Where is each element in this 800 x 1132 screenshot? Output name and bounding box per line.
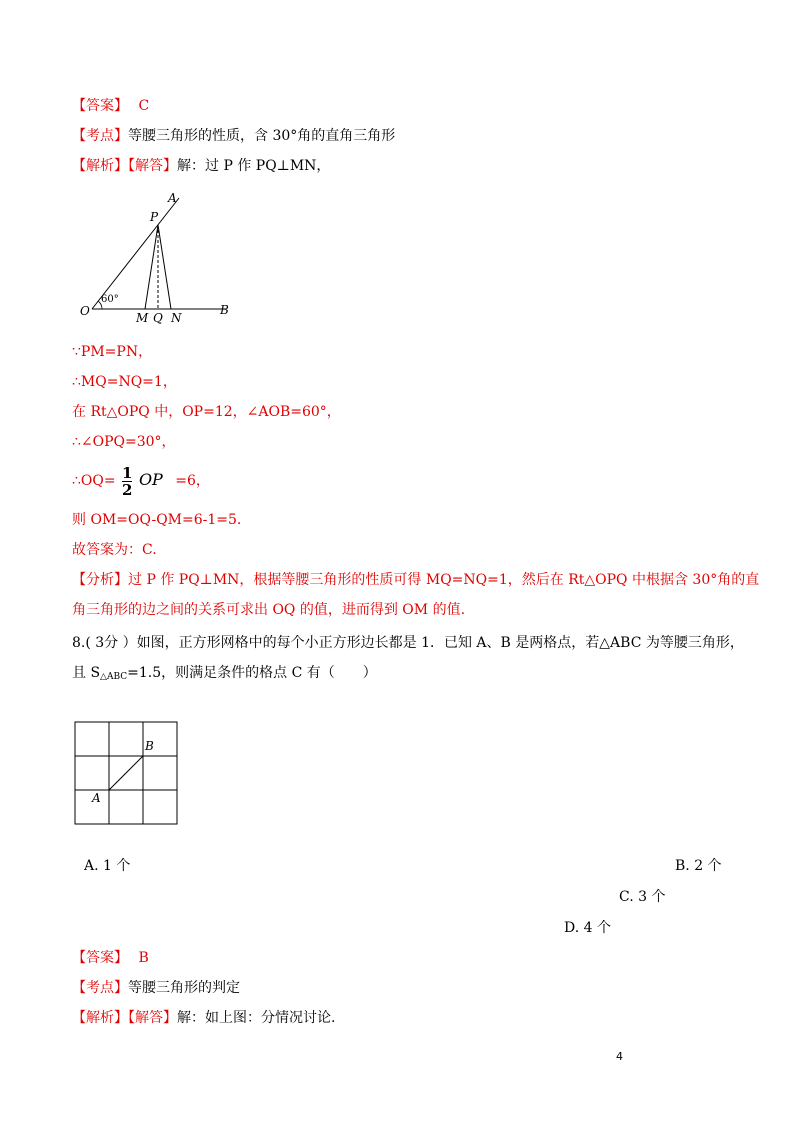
fenxi-tag: 【分析】: [72, 572, 128, 588]
option-b: B. 2 个: [675, 858, 722, 874]
answer-value: C: [138, 98, 150, 114]
jiexi-text: 解：过 P 作 PQ⊥MN，: [177, 158, 331, 174]
fraction: [122, 465, 132, 498]
answer-tag: 【答案】: [72, 950, 128, 966]
label-q: Q: [153, 311, 163, 325]
answer-value: B: [138, 950, 149, 966]
kaodian-tag: 【考点】: [72, 128, 128, 144]
label-p: P: [150, 210, 159, 224]
q7-fenxi-line2: 角三角形的边之间的关系可求出 OQ 的值，进而得到 OM 的值.: [72, 602, 466, 618]
label-a: A: [92, 791, 101, 805]
jiexi-tag: 【解析】【解答】: [72, 1010, 177, 1026]
kaodian-text: 等腰三角形的判定: [128, 980, 240, 996]
ray-oa: [92, 198, 179, 309]
segment-ab: [109, 756, 143, 790]
step-4: ∴∠OPQ=30°，: [72, 434, 176, 450]
kaodian-tag: 【考点】: [72, 980, 128, 996]
q7-kaodian-line: [72, 127, 395, 145]
label-m: M: [136, 311, 149, 325]
q8-grid-figure: [70, 718, 182, 830]
q8-question-sub: △ABC: [100, 672, 128, 682]
q8-question-post: =1.5，则满足条件的格点 C 有（ ）: [127, 665, 377, 681]
fraction-denominator: 2: [122, 480, 133, 499]
q8-question-pre: 且 S: [72, 665, 101, 681]
q7-fenxi-line1: [72, 571, 759, 589]
label-b: B: [220, 303, 229, 317]
fraction-variable: OP: [138, 470, 163, 489]
oq-prefix: ∴OQ=: [72, 473, 116, 489]
q8-question-line1: 8.( 3分 ）如图，正方形网格中的每个小正方形边长都是 1．已知 A、B 是两格点，若△ABC 为等腰三角形，: [72, 635, 744, 651]
step-final: 故答案为：C.: [72, 542, 157, 558]
q7-geometry-figure: [78, 188, 238, 328]
kaodian-text: 等腰三角形的性质，含 30°角的直角三角形: [128, 128, 396, 144]
jiexi-tag: 【解析】【解答】: [72, 158, 177, 174]
label-o: O: [80, 304, 90, 318]
segment-pm: [145, 225, 158, 309]
q7-jiexi-line: [72, 157, 330, 175]
step-1: ∵PM=PN，: [72, 344, 153, 360]
q7-answer-line: [72, 97, 149, 115]
label-angle: 60°: [101, 294, 119, 305]
q8-question-line2: [72, 664, 377, 686]
q8-jiexi-line: [72, 1009, 335, 1027]
option-a: A. 1 个: [84, 858, 131, 874]
answer-tag: 【答案】: [72, 98, 128, 114]
step-3: 在 Rt△OPQ 中，OP=12，∠AOB=60°，: [72, 404, 341, 420]
fenxi-text-1: 过 P 作 PQ⊥MN，根据等腰三角形的性质可得 MQ=NQ=1，然后在 Rt△OPQ 中根据含 30°角的直: [128, 572, 760, 588]
label-b: B: [145, 739, 154, 753]
label-n: N: [171, 311, 182, 325]
step-2: ∴MQ=NQ=1，: [72, 374, 177, 390]
q8-kaodian-line: [72, 979, 240, 997]
step-oq: [72, 463, 210, 498]
jiexi-text: 解：如上图：分情况讨论.: [177, 1010, 336, 1026]
page-number: 4: [616, 1050, 623, 1063]
option-d: D. 4 个: [564, 920, 611, 936]
step-om: 则 OM=OQ-QM=6-1=5.: [72, 512, 242, 528]
fraction-numerator: 1: [122, 463, 133, 482]
oq-suffix: =6，: [175, 473, 210, 489]
segment-pn: [158, 225, 171, 309]
label-a: A: [168, 191, 177, 205]
q8-answer-line: [72, 949, 149, 967]
option-c: C. 3 个: [619, 889, 666, 905]
